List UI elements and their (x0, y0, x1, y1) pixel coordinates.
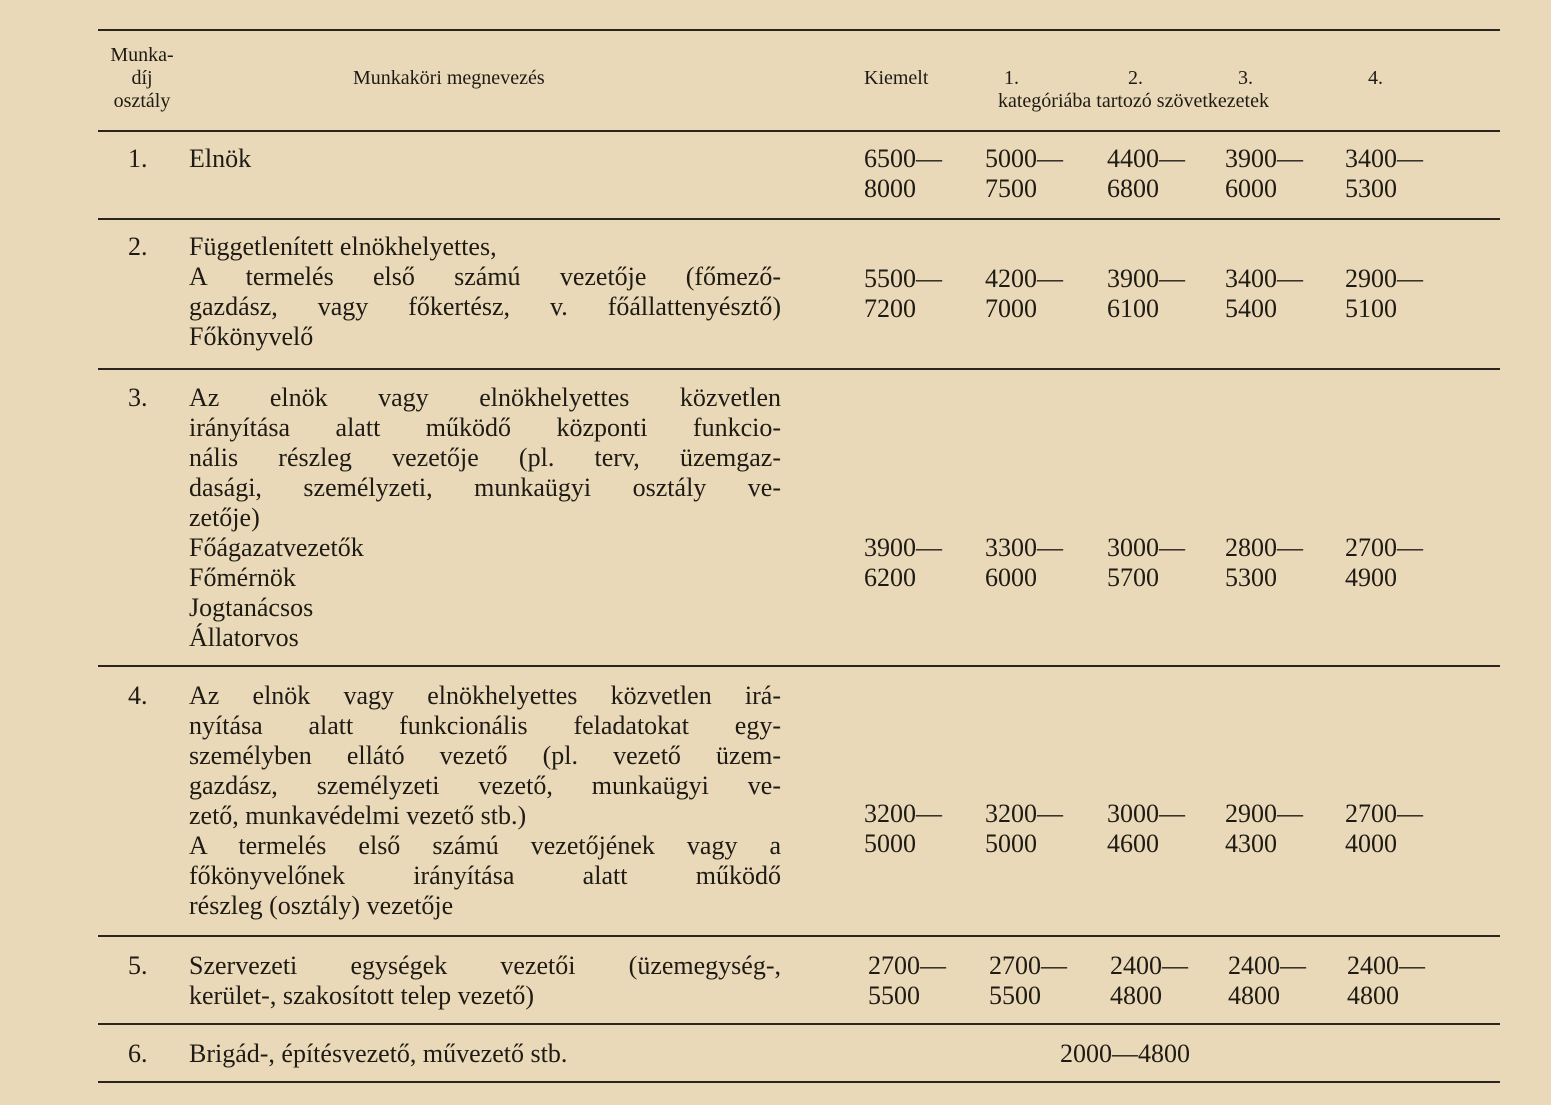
description-line: Függetlenített elnökhelyettes, (189, 232, 497, 261)
description-line: gazdász, személyzeti vezető, munkaügyi ve- (189, 771, 781, 800)
description-line: zető, munkavédelmi vezető stb.) (189, 801, 527, 830)
value-min-cat3: 3900— (1225, 144, 1303, 173)
value-min-cat1: 5000— (985, 144, 1063, 173)
description-line: Főágazatvezetők (189, 533, 364, 562)
table-rule-top (98, 29, 1500, 31)
value-min-cat1: 3300— (985, 533, 1063, 562)
table-rule-bottom (98, 1081, 1500, 1083)
value-min-cat2: 2400— (1110, 951, 1188, 980)
description-line: A termelés első számú vezetője (főmező- (189, 262, 781, 291)
value-min-kiemelt: 3900— (864, 533, 942, 562)
value-max-cat2: 4600 (1107, 829, 1159, 858)
value-min-cat2: 3000— (1107, 533, 1185, 562)
description-line: Jogtanácsos (189, 593, 314, 622)
value-max-cat4: 4800 (1347, 981, 1399, 1010)
table-rule-row4 (98, 935, 1500, 937)
description-line: Az elnök vagy elnökhelyettes közvetlen irá- (189, 681, 781, 710)
value-max-cat3: 5400 (1225, 294, 1277, 323)
description-line: dasági, személyzeti, munkaügyi osztály ve- (189, 473, 781, 502)
value-max-cat2: 6100 (1107, 294, 1159, 323)
description-line: Állatorvos (189, 623, 299, 652)
description-line: Főmérnök (189, 563, 296, 592)
value-max-kiemelt: 5000 (864, 829, 916, 858)
row-number: 4. (128, 681, 148, 710)
header-category-subtitle: kategóriába tartozó szövetkezetek (998, 90, 1269, 112)
value-min-cat4: 2700— (1345, 533, 1423, 562)
value-max-kiemelt: 8000 (864, 174, 916, 203)
value-min-cat4: 2900— (1345, 264, 1423, 293)
description-line: zetője) (189, 503, 260, 532)
description-line: A termelés első számú vezetőjének vagy a (189, 831, 781, 860)
value-max-cat4: 5300 (1345, 174, 1397, 203)
header-cat-3: 3. (1238, 67, 1253, 89)
description-line: kerület-, szakosított telep vezető) (189, 981, 535, 1010)
description-line: főkönyvelőnek irányítása alatt működő (189, 861, 781, 890)
description-line: nyítása alatt funkcionális feladatokat egy- (189, 711, 781, 740)
description-line: részleg (osztály) vezetője (189, 891, 454, 920)
value-max-cat3: 5300 (1225, 563, 1277, 592)
value-min-cat2: 4400— (1107, 144, 1185, 173)
header-munkadij-osztaly (98, 44, 186, 113)
value-min-cat1: 4200— (985, 264, 1063, 293)
header-cat-1: 1. (1004, 67, 1019, 89)
value-max-cat2: 4800 (1110, 981, 1162, 1010)
value-max-cat4: 4000 (1345, 829, 1397, 858)
value-range-all: 2000—4800 (1060, 1039, 1190, 1068)
value-min-kiemelt: 5500— (864, 264, 942, 293)
table-rule-row3 (98, 665, 1500, 667)
header-cat-4: 4. (1368, 67, 1383, 89)
description-line: Az elnök vagy elnökhelyettes közvetlen (189, 383, 781, 412)
header-cat-2: 2. (1128, 67, 1143, 89)
value-min-cat4: 3400— (1345, 144, 1423, 173)
header-munkadij-line: osztály (113, 90, 171, 112)
description-line: Brigád-, építésvezető, művezető stb. (189, 1039, 568, 1068)
value-max-cat1: 6000 (985, 563, 1037, 592)
value-min-kiemelt: 6500— (864, 144, 942, 173)
row-number: 1. (128, 144, 148, 173)
table-rule-row1 (98, 218, 1500, 220)
header-kiemelt: Kiemelt (864, 67, 929, 89)
value-max-cat2: 5700 (1107, 563, 1159, 592)
row-number: 5. (128, 951, 148, 980)
value-max-kiemelt: 5500 (868, 981, 920, 1010)
value-max-cat4: 5100 (1345, 294, 1397, 323)
value-min-cat3: 2900— (1225, 799, 1303, 828)
description-line: Elnök (189, 144, 252, 173)
value-min-cat3: 2400— (1228, 951, 1306, 980)
description-line: irányítása alatt működő központi funkcio- (189, 413, 781, 442)
value-min-kiemelt: 3200— (864, 799, 942, 828)
row-number: 3. (128, 383, 148, 412)
table-rule-row2 (98, 368, 1500, 370)
row-description (189, 232, 781, 352)
row-number: 2. (128, 232, 148, 261)
value-max-cat3: 4800 (1228, 981, 1280, 1010)
value-min-cat2: 3900— (1107, 264, 1185, 293)
row-description (189, 383, 781, 653)
description-line: gazdász, vagy főkertész, v. főállattenyésztő) (189, 292, 781, 321)
table-rule-row5 (98, 1023, 1500, 1025)
value-min-cat2: 3000— (1107, 799, 1185, 828)
row-description (189, 144, 781, 174)
value-min-cat4: 2700— (1345, 799, 1423, 828)
row-description (189, 681, 781, 921)
value-max-cat1: 5000 (985, 829, 1037, 858)
value-max-kiemelt: 6200 (864, 563, 916, 592)
description-line: személyben ellátó vezető (pl. vezető üzem- (189, 741, 781, 770)
value-max-cat1: 7000 (985, 294, 1037, 323)
value-max-cat4: 4900 (1345, 563, 1397, 592)
value-min-cat1: 2700— (989, 951, 1067, 980)
description-line: Szervezeti egységek vezetői (üzemegység-, (189, 951, 781, 980)
header-munkadij-line: Munka- (110, 44, 174, 66)
value-max-cat2: 6800 (1107, 174, 1159, 203)
description-line: nális részleg vezetője (pl. terv, üzemgaz- (189, 443, 781, 472)
value-min-kiemelt: 2700— (868, 951, 946, 980)
description-line: Főkönyvelő (189, 322, 314, 351)
row-number: 6. (128, 1039, 148, 1068)
value-max-cat3: 6000 (1225, 174, 1277, 203)
header-munkakori-megnevezes: Munkaköri megnevezés (353, 67, 545, 89)
value-max-cat1: 5500 (989, 981, 1041, 1010)
value-min-cat4: 2400— (1347, 951, 1425, 980)
value-min-cat3: 2800— (1225, 533, 1303, 562)
row-description (189, 951, 781, 1011)
value-min-cat1: 3200— (985, 799, 1063, 828)
value-min-cat3: 3400— (1225, 264, 1303, 293)
value-max-cat1: 7500 (985, 174, 1037, 203)
table-rule-header (98, 130, 1500, 132)
value-max-cat3: 4300 (1225, 829, 1277, 858)
row-description (189, 1039, 781, 1069)
header-munkadij-line: díj (131, 67, 153, 89)
value-max-kiemelt: 7200 (864, 294, 916, 323)
